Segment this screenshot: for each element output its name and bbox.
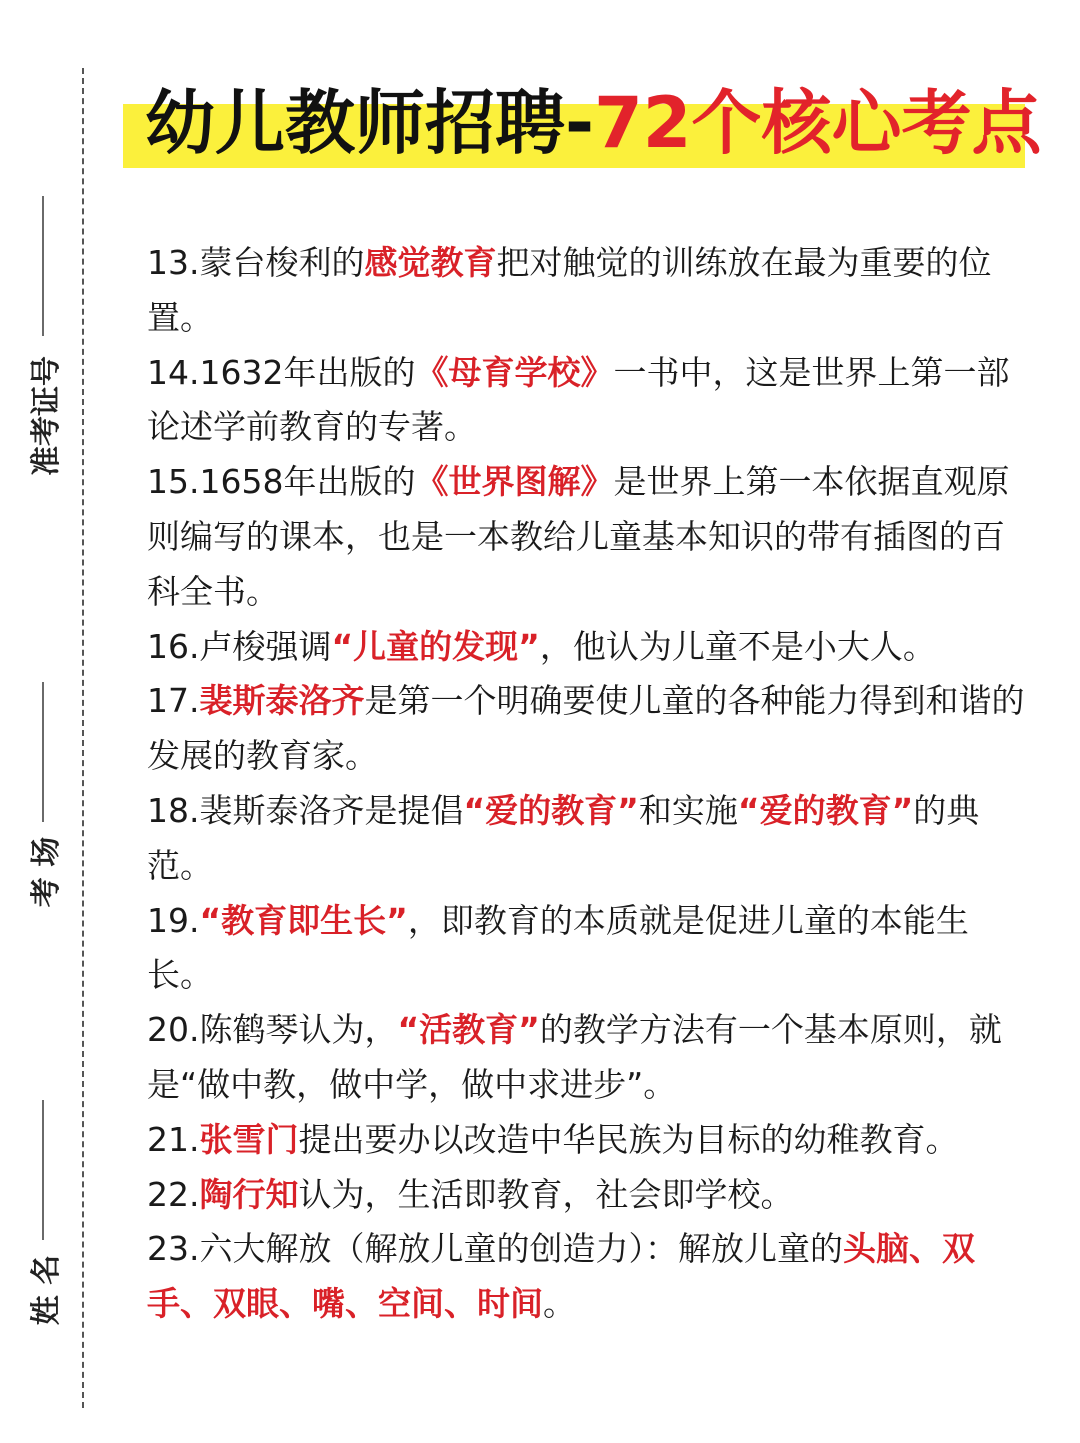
page-title-accent: 72个核心考点 <box>594 82 1042 164</box>
point-text: 的典范。 <box>147 790 980 885</box>
key-point-item <box>147 784 1027 894</box>
highlighted-term: 裴斯泰洛齐 <box>199 681 365 721</box>
point-text: 一书中，这是世界上第一部论述学前教育的专著。 <box>147 352 1010 447</box>
key-points-list <box>147 236 1027 1332</box>
exam-room-blank-line <box>42 682 44 822</box>
point-text: 提出要办以改造中华民族为目标的幼稚教育。 <box>298 1119 959 1159</box>
point-text: ，他认为儿童不是小大人。 <box>539 626 936 666</box>
highlighted-term: “活教育” <box>397 1010 540 1050</box>
highlighted-term: 张雪门 <box>199 1119 299 1159</box>
key-point-item <box>147 1168 1027 1223</box>
point-text: 的教学方法有一个基本原则，就是“做中教，做中学，做中求进步”。 <box>147 1010 1002 1104</box>
highlighted-term: “教育即生长” <box>199 900 408 940</box>
exam-id-field <box>29 196 64 496</box>
point-text: 是世界上第一本依据直观原则编写的课本，也是一本教给儿童基本知识的带有插图的百科全书。 <box>147 462 1010 611</box>
point-text: 16.卢梭强调 <box>147 626 332 666</box>
point-text: 17. <box>147 681 200 721</box>
key-point-item <box>147 674 1027 784</box>
key-point-item <box>147 1222 1027 1332</box>
point-text: 。 <box>543 1284 576 1324</box>
highlighted-term: 感觉教育 <box>364 243 497 282</box>
point-text: 是第一个明确要使儿童的各种能力得到和谐的发展的教育家。 <box>147 681 1025 776</box>
highlighted-term: “爱的教育” <box>737 790 914 830</box>
point-text: 14.1632年出版的 <box>147 352 416 392</box>
key-point-item <box>147 620 1027 675</box>
highlighted-term: 《世界图解》 <box>415 462 614 502</box>
point-text: 13.蒙台梭利的 <box>147 243 365 282</box>
exam-room-field <box>29 682 65 922</box>
point-text: 19. <box>147 900 200 940</box>
point-text: 认为，生活即教育，社会即学校。 <box>298 1174 794 1214</box>
exam-id-label: 准考证号 <box>29 356 64 476</box>
point-text: 20.陈鹤琴认为， <box>147 1010 398 1050</box>
exam-sidebar <box>0 0 84 1443</box>
page-title-main: 幼儿教师招聘- <box>145 82 595 164</box>
point-text: 15.1658年出版的 <box>147 462 416 502</box>
exam-id-blank-line <box>42 196 44 336</box>
name-blank-line <box>42 1100 44 1240</box>
highlighted-term: 陶行知 <box>199 1174 299 1214</box>
key-point-item <box>147 455 1027 619</box>
highlighted-term: “儿童的发现” <box>331 626 540 666</box>
highlighted-term: 头脑、双手、双眼、嘴、空间、时间 <box>147 1229 975 1324</box>
key-point-item <box>147 346 1027 456</box>
point-text: ，即教育的本质就是促进儿童的本能生长。 <box>147 900 969 995</box>
point-text: 和实施 <box>638 790 738 830</box>
name-field <box>29 1100 65 1340</box>
point-text: 23.六大解放（解放儿童的创造力）：解放儿童的 <box>147 1229 843 1269</box>
highlighted-term: “爱的教育” <box>463 790 639 830</box>
point-text: 21. <box>147 1119 200 1159</box>
highlighted-term: 《母育学校》 <box>415 352 614 392</box>
cut-line <box>82 68 84 1408</box>
key-point-item <box>147 1113 1027 1168</box>
point-text: 18.裴斯泰洛齐是提倡 <box>147 790 464 830</box>
key-point-item <box>147 894 1027 1004</box>
point-text: 把对触觉的训练放在最为重要的位置。 <box>147 243 992 337</box>
key-point-item <box>147 236 1027 346</box>
exam-room-label: 考 场 <box>29 836 65 908</box>
point-text: 22. <box>147 1174 200 1214</box>
page-title <box>145 78 1041 168</box>
name-label: 姓 名 <box>29 1254 65 1326</box>
key-point-item <box>147 1003 1027 1113</box>
